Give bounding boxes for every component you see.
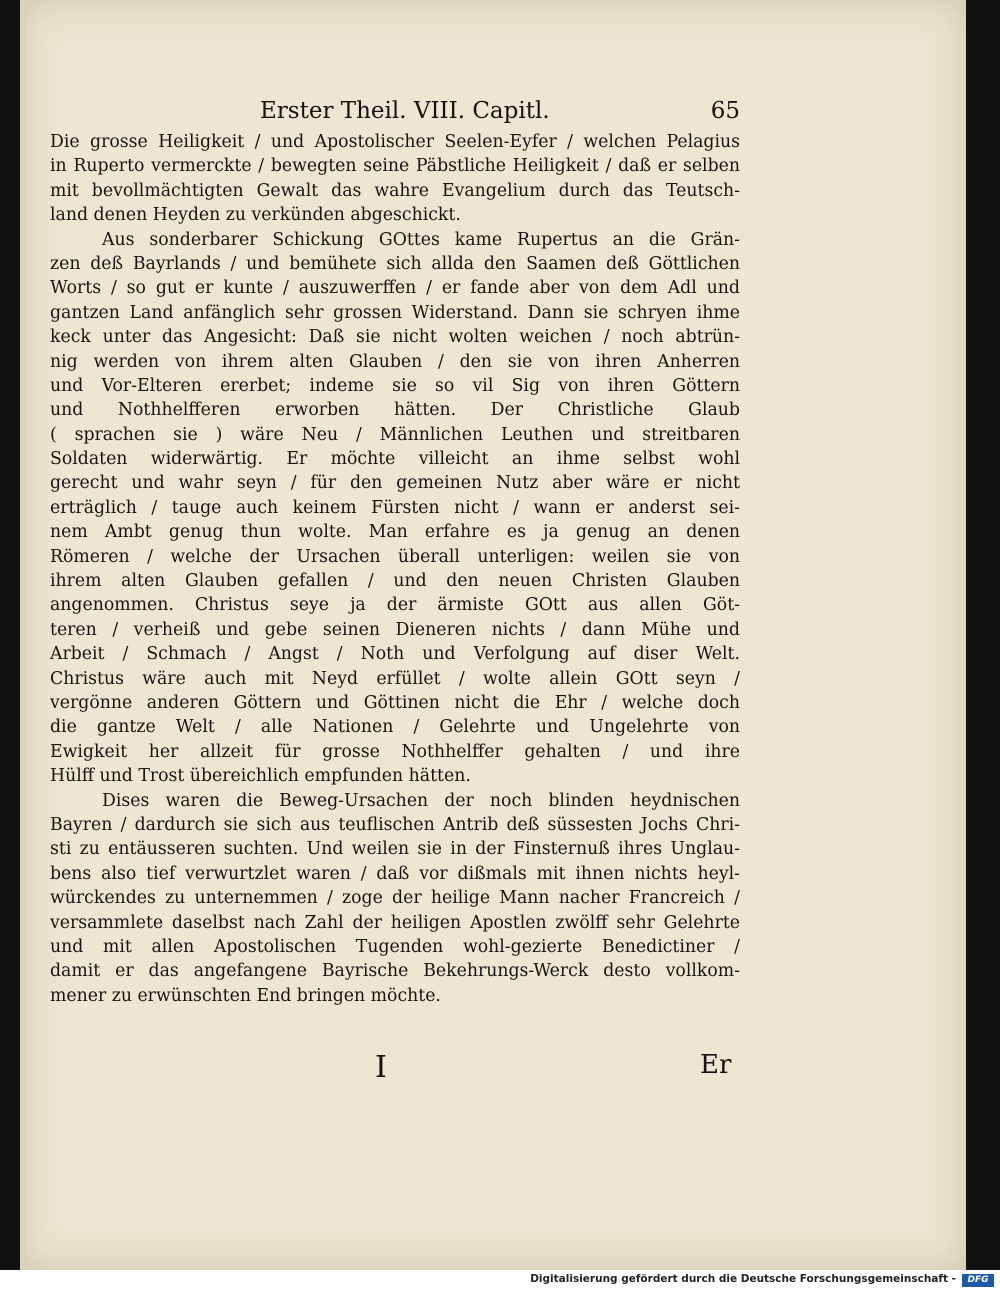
text-line: damit er das angefangene Bayrische Bekehrungs-Werck desto vollkom- [50, 961, 740, 982]
text-line: bens also tief verwurtzlet waren / daß vor dißmals mit ihnen nichts heyl- [50, 863, 740, 884]
text-line: die gantze Welt / alle Nationen / Gelehrte und Ungelehrte von [50, 717, 740, 738]
text-line: nem Ambt genug thun wolte. Man erfahre es ja genug an denen [50, 522, 740, 543]
text-line: teren / verheiß und gebe seinen Dieneren nichts / dann Mühe und [50, 619, 740, 640]
digitization-footer [0, 1270, 1000, 1291]
text-line: Römeren / welche der Ursachen überall unterligen: weilen sie von [50, 546, 740, 567]
text-line: Soldaten widerwärtig. Er möchte villeicht an ihme selbst wohl [50, 449, 740, 470]
text-line: mener zu erwünschten End bringen möchte. [50, 985, 441, 1006]
text-line: erträglich / tauge auch keinem Fürsten nicht / wann er anderst sei- [50, 497, 740, 518]
book-page [20, 0, 966, 1270]
text-line: Dises waren die Beweg-Ursachen der noch blinden heydnischen [102, 790, 740, 811]
text-line: Arbeit / Schmach / Angst / Noth und Verfolgung auf diser Welt. [50, 644, 740, 665]
text-line: würckendes zu unternemmen / zoge der heilige Mann nacher Francreich / [50, 888, 740, 909]
text-line: land denen Heyden zu verkünden abgeschickt. [50, 205, 461, 226]
page-number: 65 [710, 98, 740, 124]
text-line: in Ruperto vermerckte / bewegten seine Päbstliche Heiligkeit / daß er selben [50, 156, 740, 177]
text-line: mit bevollmächtigten Gewalt das wahre Evangelium durch das Teutsch- [50, 180, 740, 201]
text-line: Christus wäre auch mit Neyd erfüllet / wolte allein GOtt seyn / [50, 668, 740, 689]
catchword: Er [700, 1050, 732, 1080]
text-line: und Vor-Elteren ererbet; indeme sie so vil Sig von ihren Göttern [50, 375, 740, 396]
text-line: Worts / so gut er kunte / auszuwerffen / er fande aber von dem Adl und [50, 278, 740, 299]
text-line: Die grosse Heiligkeit / und Apostolischer Seelen-Eyfer / welchen Pelagius [50, 132, 740, 152]
text-line: Aus sonderbarer Schickung GOttes kame Rupertus an die Grän- [102, 229, 740, 250]
text-line: und mit allen Apostolischen Tugenden wohl-gezierte Benedictiner / [50, 936, 740, 957]
text-line: versammlete daselbst nach Zahl der heiligen Apostlen zwölff sehr Gelehrte [50, 912, 740, 933]
text-line: Bayren / dardurch sie sich aus teuflischen Antrib deß süssesten Jochs Chri- [50, 814, 740, 835]
text-line: und Nothhelfferen erworben hätten. Der Christliche Glaub [50, 400, 740, 421]
text-line: ihrem alten Glauben gefallen / und den neuen Christen Glauben [50, 571, 740, 592]
text-line: Ewigkeit her allzeit für grosse Nothhelffer gehalten / und ihre [50, 741, 740, 762]
signature-mark: I [375, 1050, 387, 1085]
text-line: angenommen. Christus seye ja der ärmiste GOtt aus allen Göt- [50, 595, 740, 616]
text-line: ( sprachen sie ) wäre Neu / Männlichen Leuthen und streitbaren [50, 424, 740, 445]
text-line: Hülff und Trost übereichlich empfunden hätten. [50, 766, 471, 787]
text-line: gerecht und wahr seyn / für den gemeinen Nutz aber wäre er nicht [50, 473, 740, 494]
body-text [50, 130, 740, 1008]
running-header [260, 98, 740, 128]
running-title: Erster Theil. VIII. Capitl. [260, 98, 550, 124]
text-line: zen deß Bayrlands / und bemühete sich allda den Saamen deß Göttlichen [50, 253, 740, 274]
page-gutter-edge [20, 0, 26, 1270]
funding-credit: Digitalisierung gefördert durch die Deutsche Forschungsgemeinschaft - [530, 1273, 956, 1285]
dfg-logo: DFG [962, 1274, 994, 1287]
text-line: gantzen Land anfänglich sehr grossen Widerstand. Dann sie schryen ihme [50, 302, 740, 323]
text-line: keck unter das Angesicht: Daß sie nicht wolten weichen / noch abtrün- [50, 327, 740, 348]
text-line: vergönne anderen Göttern und Göttinen nicht die Ehr / welche doch [50, 692, 740, 713]
text-line: sti zu entäusseren suchten. Und weilen sie in der Finsternuß ihres Unglau- [50, 839, 740, 860]
text-line: nig werden von ihrem alten Glauben / den sie von ihren Anherren [50, 351, 740, 372]
